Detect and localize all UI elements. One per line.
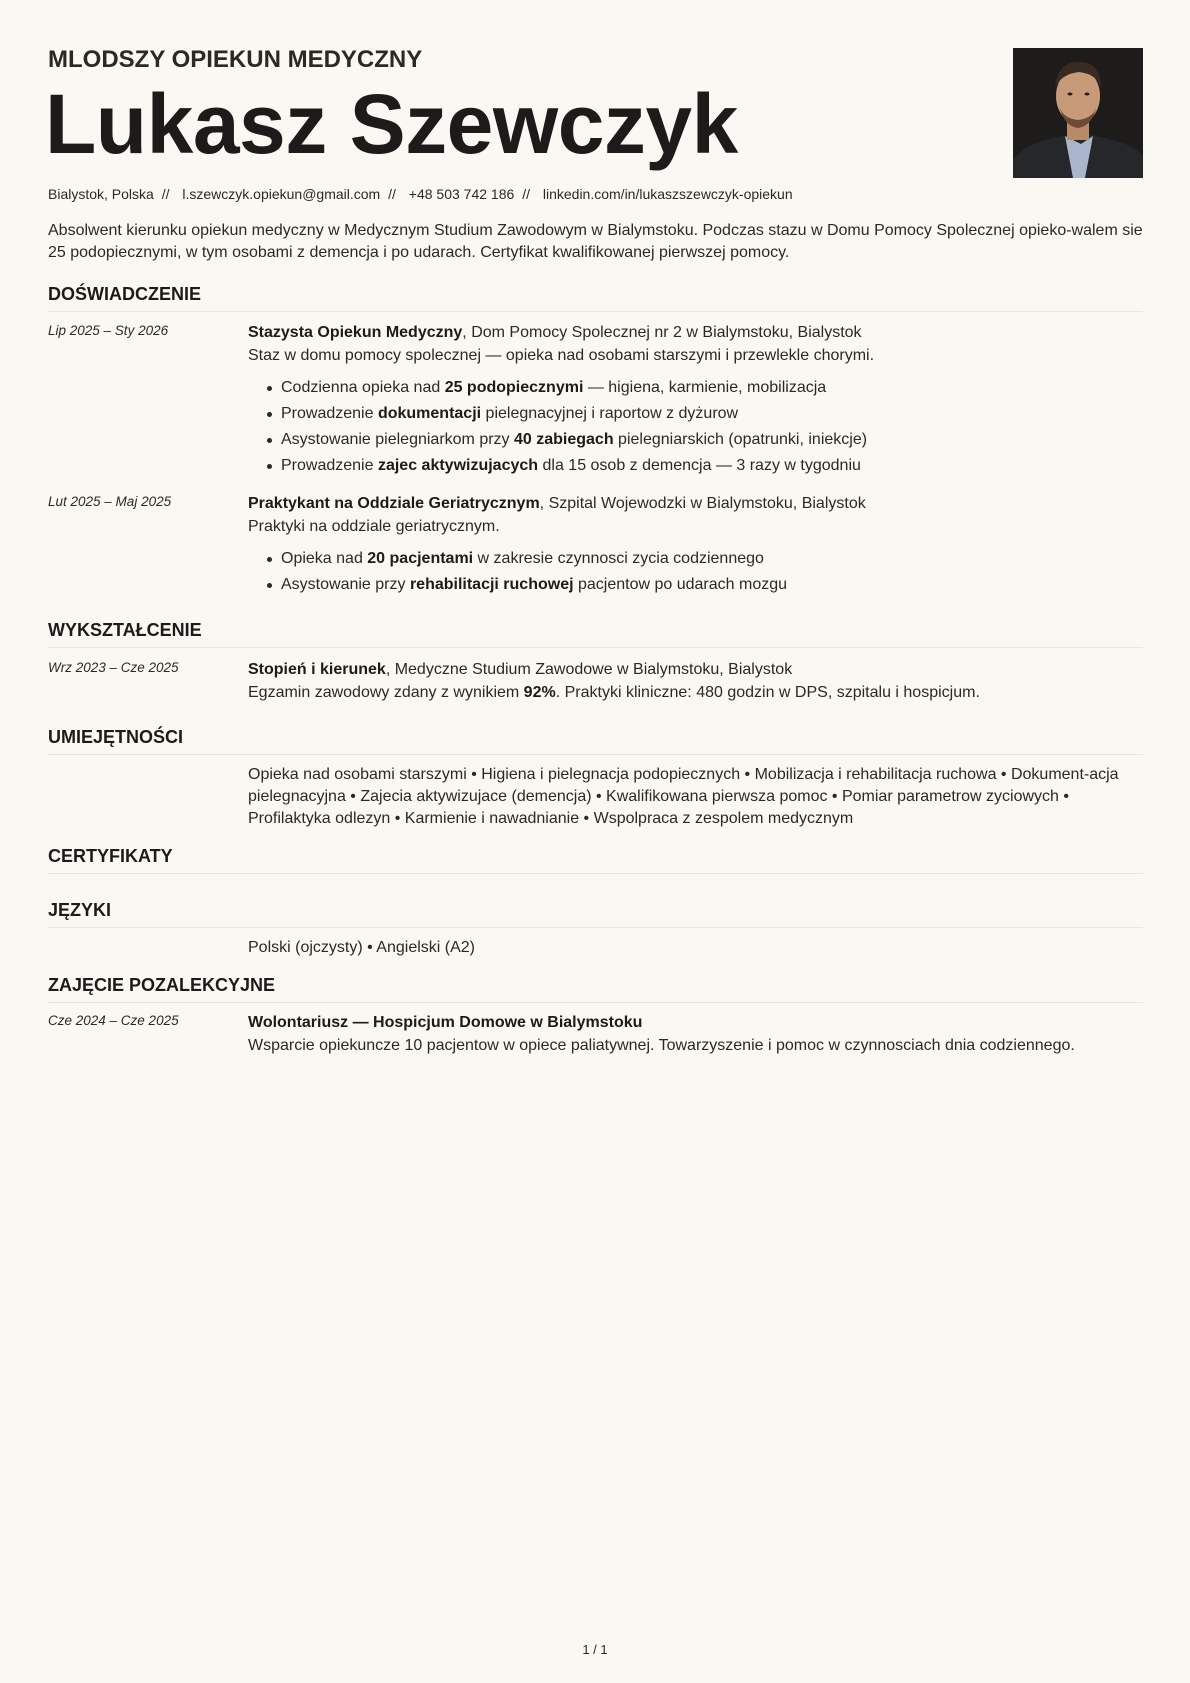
bullet-text: Codzienna opieka nad — [281, 379, 445, 396]
bullet-highlight: 25 podopiecznymi — [444, 379, 584, 396]
bullet-text: pielegnacyjnej i raportow z dyżurow — [481, 405, 739, 422]
bullet-text: Prowadzenie — [281, 405, 378, 422]
desc-text: . Praktyki kliniczne: 480 godzin w DPS, szpitalu i hospicjum. — [555, 684, 980, 701]
contact-linkedin[interactable]: linkedin.com/in/lukaszszewczyk-opiekun — [542, 186, 793, 202]
contact-line — [48, 186, 793, 202]
entry-date: Lip 2025 – Sty 2026 — [48, 323, 169, 338]
section-heading-languages: JĘZYKI — [48, 900, 1143, 928]
bullet-highlight: dokumentacji — [377, 405, 482, 422]
entry-role: Stazysta Opiekun Medyczny — [248, 324, 463, 341]
bullet-text: Prowadzenie — [281, 457, 378, 474]
section-heading-extracurricular: ZAJĘCIE POZALEKCYJNE — [48, 975, 1143, 1003]
entry-heading — [248, 492, 1143, 515]
section-heading-experience: DOŚWIADCZENIE — [48, 284, 1143, 312]
contact-phone[interactable]: +48 503 742 186 — [408, 186, 515, 202]
entry-heading — [248, 321, 1143, 344]
bullet-text: Opieka nad — [281, 550, 368, 567]
bullet-item — [281, 401, 1143, 427]
entry-bullets — [248, 375, 1143, 479]
desc-highlight: 92% — [523, 684, 556, 701]
summary-paragraph: Absolwent kierunku opiekun medyczny w Medycznym Studium Zawodowym w Bialymstoku. Podczas stazu w Domu Pomocy Spolecznej opieko-walem sie 25 podopiecznymi, w tym osobami z demencja i po udarach. Certyfikat kwalifikowanej pierwszej pomocy. — [48, 222, 1143, 261]
entry-description: Wsparcie opiekuncze 10 pacjentow w opiece paliatywnej. Towarzyszenie i pomoc w czynnosciach dnia codziennego. — [248, 1037, 1075, 1054]
bullet-item — [281, 572, 1143, 598]
entry-description — [248, 681, 1143, 704]
entry-bullets — [248, 546, 1143, 598]
person-photo-icon — [1013, 48, 1143, 178]
entry-heading — [248, 1011, 1143, 1034]
bullet-highlight: 20 pacjentami — [367, 550, 474, 567]
desc-text: Egzamin zawodowy zdany z wynikiem — [248, 684, 524, 701]
bullet-item — [281, 453, 1143, 479]
section-heading-skills: UMIEJĘTNOŚCI — [48, 727, 1143, 755]
contact-separator: // — [522, 186, 530, 202]
contact-email[interactable]: l.szewczyk.opiekun@gmail.com — [182, 186, 381, 202]
entry-body — [248, 492, 1143, 598]
entry-role: Praktykant na Oddziale Geriatrycznym — [248, 495, 540, 512]
languages-list: Polski (ojczysty) • Angielski (A2) — [248, 939, 475, 956]
bullet-text: — higiena, karmienie, mobilizacja — [583, 379, 827, 396]
entry-heading — [248, 658, 1143, 681]
entry-body — [248, 321, 1143, 479]
bullet-item — [281, 427, 1143, 453]
section-heading-certificates: CERTYFIKATY — [48, 846, 1143, 874]
entry-date: Wrz 2023 – Cze 2025 — [48, 660, 179, 675]
skills-list: Opieka nad osobami starszymi • Higiena i pielegnacja podopiecznych • Mobilizacja i rehabilitacja ruchowa • Dokument-acja pielegnacyjna • Zajecia aktywizujace (demencja) • Kwalifikowana pierwsza pomoc • Pomiar parametrow zyciowych • Profilaktyka odlezyn • Karmienie i nawadnianie • Wspolpraca z zespolem medycznym — [248, 766, 1119, 827]
bullet-text: pacjentow po udarach mozgu — [573, 576, 788, 593]
entry-school: , Medyczne Studium Zawodowe w Bialymstoku, Bialystok — [385, 661, 793, 678]
bullet-text: dla 15 osob z demencja — 3 razy w tygodniu — [538, 457, 861, 474]
bullet-text: w zakresie czynnosci zycia codziennego — [473, 550, 764, 567]
contact-separator: // — [161, 186, 170, 202]
contact-separator: // — [388, 186, 396, 202]
bullet-item — [281, 546, 1143, 572]
bullet-text: pielegniarskich (opatrunki, iniekcje) — [613, 431, 868, 448]
page-number: 1 / 1 — [582, 1642, 608, 1657]
entry-org: , Dom Pomocy Spolecznej nr 2 w Bialymstoku, Bialystok — [462, 324, 862, 341]
entry-date: Lut 2025 – Maj 2025 — [48, 494, 172, 509]
contact-location: Bialystok, Polska — [48, 186, 154, 202]
bullet-highlight: rehabilitacji ruchowej — [409, 576, 574, 593]
section-heading-education: WYKSZTAŁCENIE — [48, 620, 1143, 648]
bullet-item — [281, 375, 1143, 401]
job-title: MLODSZY OPIEKUN MEDYCZNY — [48, 46, 423, 73]
bullet-text: Asystowanie przy — [281, 576, 410, 593]
profile-photo — [1013, 48, 1143, 178]
entry-body — [248, 658, 1143, 704]
bullet-text: Asystowanie pielegniarkom przy — [281, 431, 514, 448]
entry-degree: Stopień i kierunek — [248, 661, 386, 678]
entry-description: Staz w domu pomocy spolecznej — opieka nad osobami starszymi i przewlekle chorymi. — [248, 347, 875, 364]
bullet-highlight: 40 zabiegach — [514, 431, 614, 448]
entry-description: Praktyki na oddziale geriatrycznym. — [248, 518, 500, 535]
entry-body — [248, 1011, 1143, 1057]
bullet-highlight: zajec aktywizujacych — [377, 457, 539, 474]
candidate-name: Lukasz Szewczyk — [45, 77, 738, 171]
entry-org: , Szpital Wojewodzki w Bialymstoku, Bialystok — [539, 495, 866, 512]
entry-date: Cze 2024 – Cze 2025 — [48, 1013, 179, 1028]
entry-role: Wolontariusz — Hospicjum Domowe w Bialymstoku — [248, 1014, 643, 1031]
